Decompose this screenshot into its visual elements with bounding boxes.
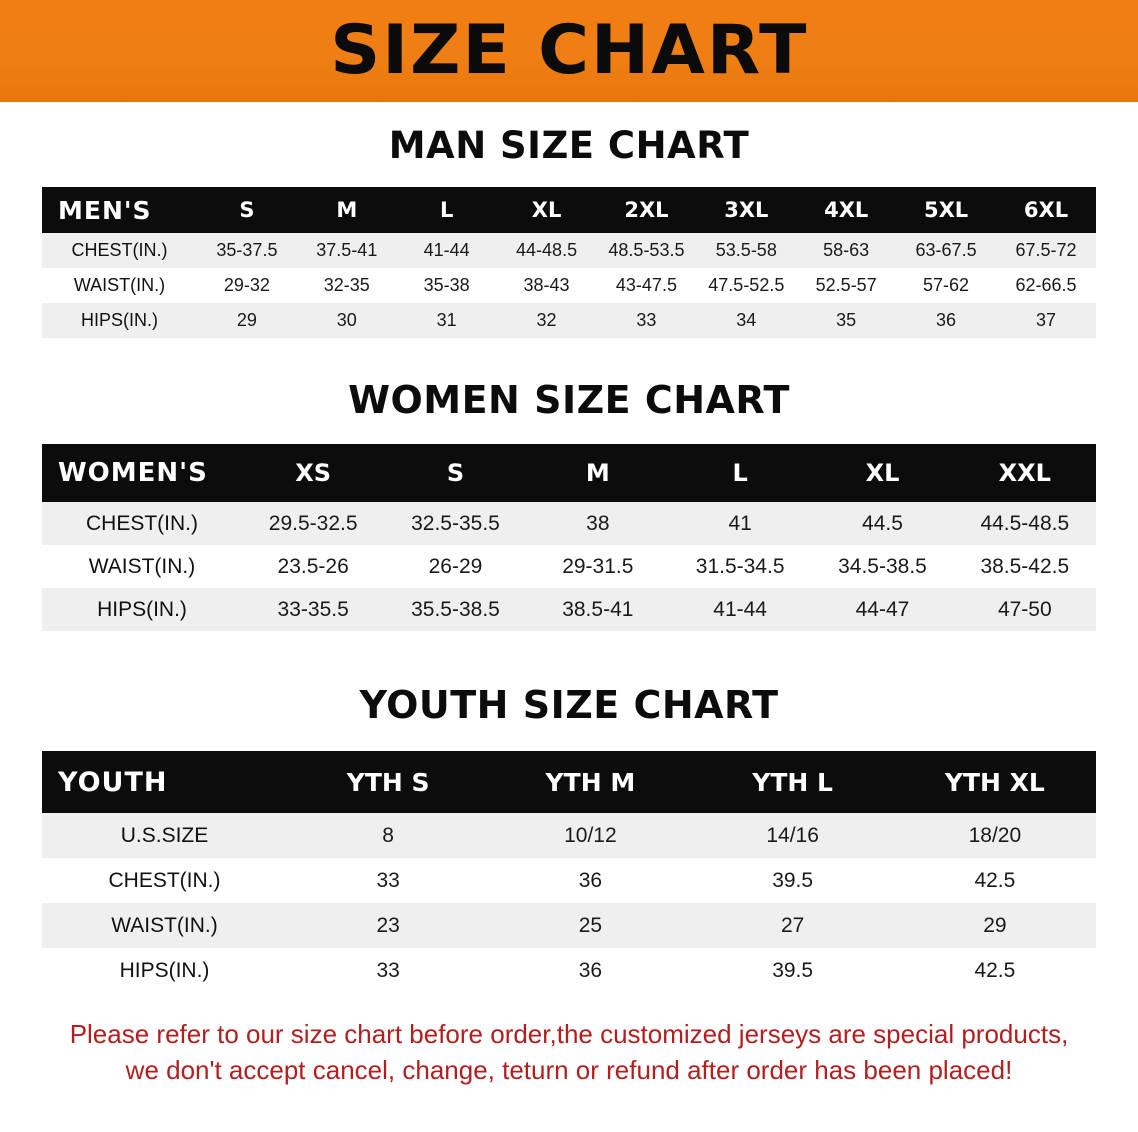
women-waist-l: 31.5-34.5 (669, 545, 811, 588)
table-row (42, 502, 1096, 545)
man-chest-3xl: 53.5-58 (696, 233, 796, 268)
man-col-m: M (297, 187, 397, 233)
man-col-6xl: 6XL (996, 187, 1096, 233)
youth-waist-s: 23 (287, 903, 489, 948)
youth-hips-s: 33 (287, 948, 489, 993)
table-row (42, 948, 1096, 993)
man-hips-6xl: 37 (996, 303, 1096, 338)
man-chest-xl: 44-48.5 (497, 233, 597, 268)
women-row-label-hips: HIPS(IN.) (42, 588, 242, 631)
women-corner-label: WOMEN'S (42, 444, 242, 502)
youth-row-label-chest: CHEST(IN.) (42, 858, 287, 903)
man-hips-m: 30 (297, 303, 397, 338)
man-waist-m: 32-35 (297, 268, 397, 303)
women-chest-m: 38 (527, 502, 669, 545)
youth-table-body (42, 813, 1096, 993)
women-row-label-chest: CHEST(IN.) (42, 502, 242, 545)
man-row-label-waist: WAIST(IN.) (42, 268, 197, 303)
page-title: SIZE CHART (329, 11, 809, 90)
man-chest-2xl: 48.5-53.5 (597, 233, 697, 268)
table-row (42, 233, 1096, 268)
man-col-3xl: 3XL (696, 187, 796, 233)
youth-us-size-s: 8 (287, 813, 489, 858)
youth-us-size-xl: 18/20 (894, 813, 1096, 858)
man-hips-3xl: 34 (696, 303, 796, 338)
women-chest-l: 41 (669, 502, 811, 545)
youth-col-s: YTH S (287, 751, 489, 813)
women-size-table (42, 444, 1096, 631)
man-waist-5xl: 57-62 (896, 268, 996, 303)
man-row-label-chest: CHEST(IN.) (42, 233, 197, 268)
page-banner (0, 0, 1138, 102)
man-col-5xl: 5XL (896, 187, 996, 233)
youth-waist-l: 27 (692, 903, 894, 948)
man-corner-label: MEN'S (42, 187, 197, 233)
table-row (42, 903, 1096, 948)
youth-table-wrapper (0, 751, 1138, 993)
youth-col-m: YTH M (489, 751, 691, 813)
man-waist-2xl: 43-47.5 (597, 268, 697, 303)
table-row (42, 813, 1096, 858)
man-table-head (42, 187, 1096, 233)
women-table-head (42, 444, 1096, 502)
youth-size-table (42, 751, 1096, 993)
women-hips-xxl: 47-50 (954, 588, 1096, 631)
youth-chest-l: 39.5 (692, 858, 894, 903)
policy-note-line-2: we don't accept cancel, change, teturn or refund after order has been placed! (125, 1054, 1013, 1085)
man-col-xl: XL (497, 187, 597, 233)
women-waist-m: 29-31.5 (527, 545, 669, 588)
women-section-heading: WOMEN SIZE CHART (348, 378, 790, 422)
table-row (42, 588, 1096, 631)
women-waist-s: 26-29 (384, 545, 526, 588)
youth-col-l: YTH L (692, 751, 894, 813)
man-chest-s: 35-37.5 (197, 233, 297, 268)
youth-table-head (42, 751, 1096, 813)
man-col-2xl: 2XL (597, 187, 697, 233)
youth-chest-s: 33 (287, 858, 489, 903)
man-chest-l: 41-44 (397, 233, 497, 268)
man-hips-5xl: 36 (896, 303, 996, 338)
youth-hips-m: 36 (489, 948, 691, 993)
women-col-xs: XS (242, 444, 384, 502)
women-col-m: M (527, 444, 669, 502)
table-row (42, 303, 1096, 338)
table-row (42, 268, 1096, 303)
youth-col-xl: YTH XL (894, 751, 1096, 813)
man-hips-4xl: 35 (796, 303, 896, 338)
man-col-s: S (197, 187, 297, 233)
man-waist-4xl: 52.5-57 (796, 268, 896, 303)
women-hips-m: 38.5-41 (527, 588, 669, 631)
man-chest-5xl: 63-67.5 (896, 233, 996, 268)
women-waist-xl: 34.5-38.5 (811, 545, 953, 588)
youth-row-label-waist: WAIST(IN.) (42, 903, 287, 948)
man-table-body (42, 233, 1096, 338)
man-section-heading: MAN SIZE CHART (388, 124, 750, 167)
women-col-xxl: XXL (954, 444, 1096, 502)
youth-chest-m: 36 (489, 858, 691, 903)
table-row (42, 858, 1096, 903)
youth-table-header-row (42, 751, 1096, 813)
man-waist-xl: 38-43 (497, 268, 597, 303)
women-waist-xs: 23.5-26 (242, 545, 384, 588)
women-chest-xl: 44.5 (811, 502, 953, 545)
women-chest-xxl: 44.5-48.5 (954, 502, 1096, 545)
youth-hips-l: 39.5 (692, 948, 894, 993)
man-col-l: L (397, 187, 497, 233)
women-chest-xs: 29.5-32.5 (242, 502, 384, 545)
women-col-xl: XL (811, 444, 953, 502)
women-hips-s: 35.5-38.5 (384, 588, 526, 631)
women-table-wrapper (0, 444, 1138, 631)
youth-waist-m: 25 (489, 903, 691, 948)
women-row-label-waist: WAIST(IN.) (42, 545, 242, 588)
women-table-header-row (42, 444, 1096, 502)
youth-waist-xl: 29 (894, 903, 1096, 948)
man-hips-s: 29 (197, 303, 297, 338)
women-col-l: L (669, 444, 811, 502)
youth-us-size-m: 10/12 (489, 813, 691, 858)
man-chest-4xl: 58-63 (796, 233, 896, 268)
youth-corner-label: YOUTH (42, 751, 287, 813)
women-hips-xl: 44-47 (811, 588, 953, 631)
man-table-header-row (42, 187, 1096, 233)
man-hips-l: 31 (397, 303, 497, 338)
man-waist-6xl: 62-66.5 (996, 268, 1096, 303)
man-waist-s: 29-32 (197, 268, 297, 303)
policy-note-line-1: Please refer to our size chart before order,the customized jerseys are special products, (69, 1019, 1069, 1049)
youth-row-label-us-size: U.S.SIZE (42, 813, 287, 858)
women-table-body (42, 502, 1096, 631)
man-waist-3xl: 47.5-52.5 (696, 268, 796, 303)
women-chest-s: 32.5-35.5 (384, 502, 526, 545)
man-hips-2xl: 33 (597, 303, 697, 338)
women-col-s: S (384, 444, 526, 502)
man-row-label-hips: HIPS(IN.) (42, 303, 197, 338)
youth-section-heading: YOUTH SIZE CHART (359, 683, 779, 727)
man-waist-l: 35-38 (397, 268, 497, 303)
man-table-wrapper (0, 187, 1138, 338)
man-chest-6xl: 67.5-72 (996, 233, 1096, 268)
women-hips-l: 41-44 (669, 588, 811, 631)
table-row (42, 545, 1096, 588)
man-col-4xl: 4XL (796, 187, 896, 233)
youth-us-size-l: 14/16 (692, 813, 894, 858)
youth-row-label-hips: HIPS(IN.) (42, 948, 287, 993)
women-waist-xxl: 38.5-42.5 (954, 545, 1096, 588)
youth-hips-xl: 42.5 (894, 948, 1096, 993)
women-hips-xs: 33-35.5 (242, 588, 384, 631)
youth-chest-xl: 42.5 (894, 858, 1096, 903)
man-hips-xl: 32 (497, 303, 597, 338)
man-chest-m: 37.5-41 (297, 233, 397, 268)
policy-note (34, 1017, 1104, 1089)
man-size-table (42, 187, 1096, 338)
